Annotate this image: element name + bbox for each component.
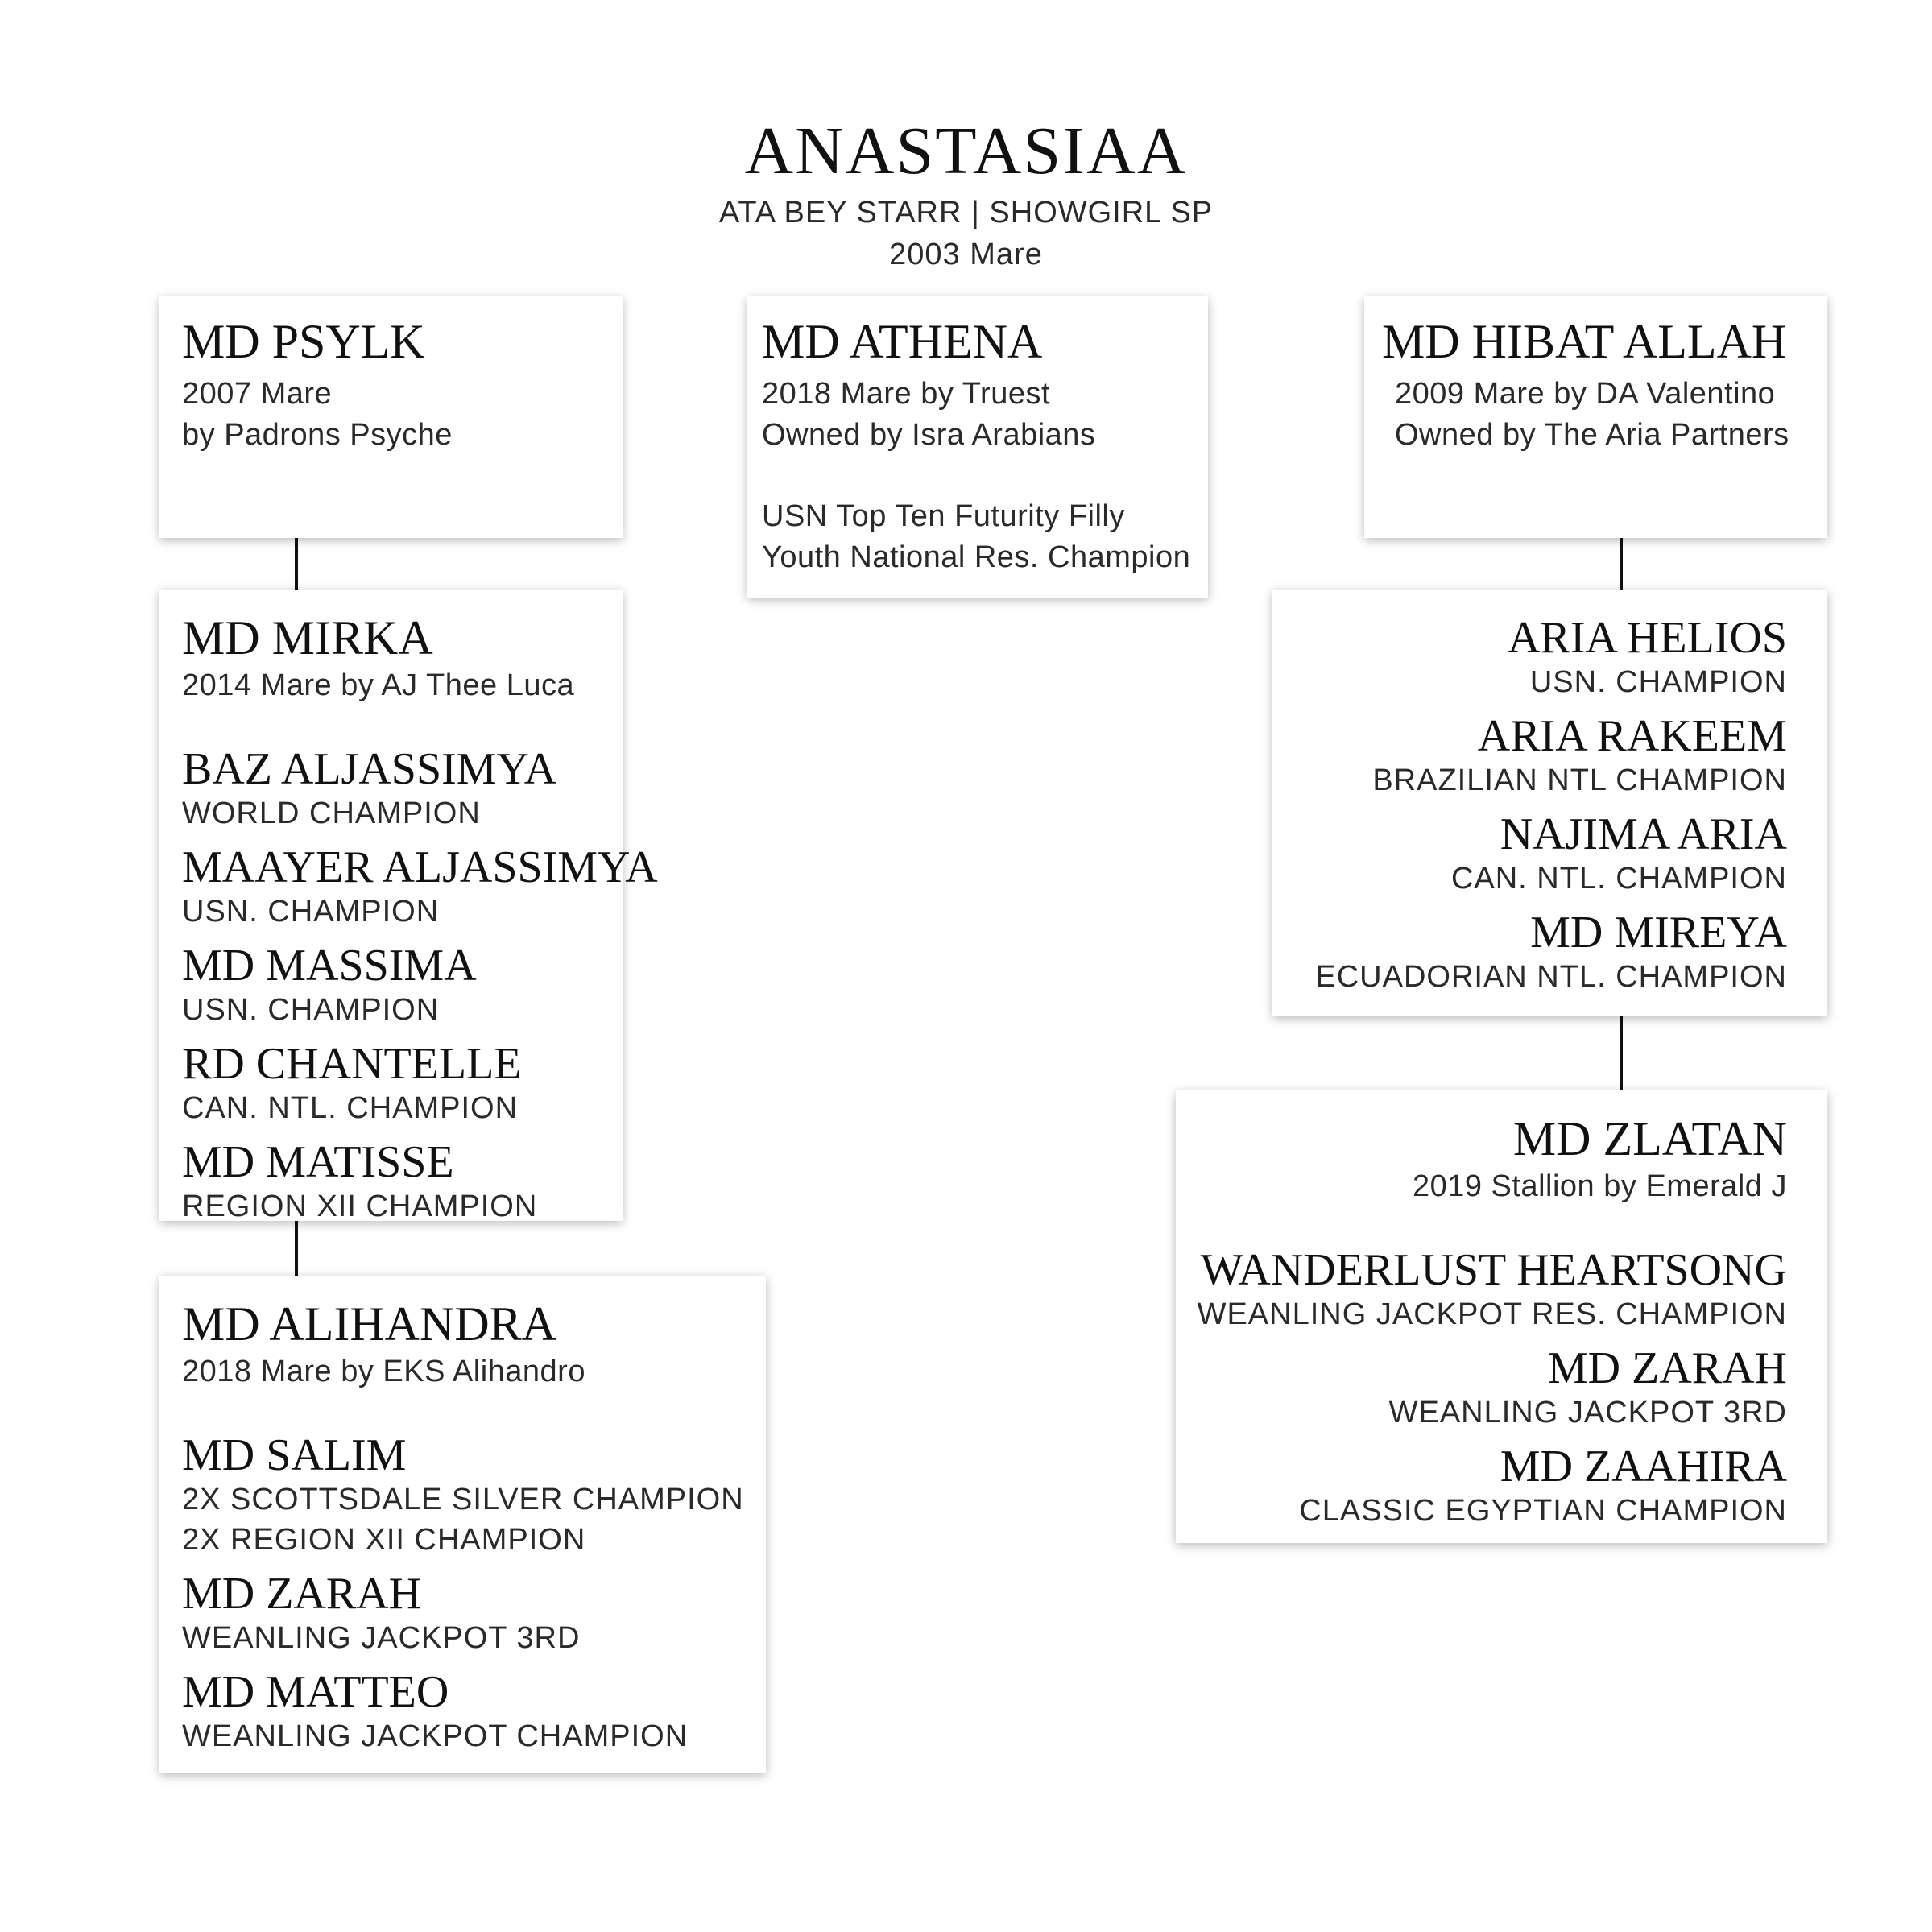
progeny-name: ARIA HELIOS <box>1508 613 1787 663</box>
progeny-award: ECUADORIAN NTL. CHAMPION <box>1315 960 1787 994</box>
pedigree-header <box>0 111 1932 275</box>
horse-name-title: ANASTASIAA <box>744 114 1188 188</box>
card-line: 2007 Mare <box>182 377 333 411</box>
spacer <box>182 706 623 743</box>
card-name: MD MIRKA <box>182 611 433 664</box>
progeny-entry <box>1176 1244 1787 1333</box>
progeny-entry <box>182 743 623 832</box>
connector-mirka-alihandra <box>295 1221 298 1276</box>
progeny-entry <box>182 1136 623 1225</box>
progeny-name: RD CHANTELLE <box>182 1039 522 1089</box>
progeny-award: WEANLING JACKPOT 3RD <box>182 1621 581 1655</box>
progeny-award: 2X SCOTTSDALE SILVER CHAMPION <box>182 1483 744 1516</box>
card-md-mirka <box>159 590 658 1223</box>
card-name: MD HIBAT ALLAH <box>1382 315 1787 368</box>
connector-psylk-mirka <box>295 538 298 590</box>
horse-info-line: 2003 Mare <box>889 238 1043 271</box>
progeny-name: MD ZAAHIRA <box>1500 1442 1787 1491</box>
progeny-name: BAZ ALJASSIMYA <box>182 744 557 794</box>
card-line: 2018 Mare by EKS Alihandro <box>182 1355 585 1388</box>
card-md-hibat-allah <box>1364 296 1827 538</box>
progeny-award: WEANLING JACKPOT 3RD <box>1388 1396 1787 1429</box>
progeny-name: MD MATISSE <box>182 1137 454 1187</box>
award-line: USN Top Ten Futurity Filly <box>762 499 1125 533</box>
spacer <box>1176 1207 1787 1244</box>
card-name: MD PSYLK <box>182 315 425 368</box>
progeny-award: USN. CHAMPION <box>182 895 440 929</box>
progeny-award: REGION XII CHAMPION <box>182 1189 538 1223</box>
progeny-name: NAJIMA ARIA <box>1500 809 1787 859</box>
card-line: 2009 Mare by DA Valentino <box>1395 377 1776 411</box>
card-line: 2014 Mare by AJ Thee Luca <box>182 668 575 702</box>
card-line: Owned by The Aria Partners <box>1395 418 1789 452</box>
progeny-entry <box>182 1429 766 1558</box>
card-line: 2018 Mare by Truest <box>762 377 1051 411</box>
progeny-name: MD SALIM <box>182 1430 407 1480</box>
progeny-name: MD MASSIMA <box>182 941 477 991</box>
progeny-award: USN. CHAMPION <box>182 993 440 1027</box>
award-line: Youth National Res. Champion <box>762 540 1191 574</box>
card-name: MD ATHENA <box>762 315 1043 368</box>
progeny-name: MD ZARAH <box>182 1569 422 1619</box>
progeny-award: CAN. NTL. CHAMPION <box>182 1091 519 1125</box>
card-name: MD ALIHANDRA <box>182 1297 556 1351</box>
progeny-award: CAN. NTL. CHAMPION <box>1450 862 1787 896</box>
progeny-award: WORLD CHAMPION <box>182 796 481 830</box>
progeny-name: MAAYER ALJASSIMYA <box>182 842 658 892</box>
card-line: 2019 Stallion by Emerald J <box>1412 1169 1787 1203</box>
progeny-name: ARIA RAKEEM <box>1477 711 1787 761</box>
card-aria-progeny <box>1272 590 1827 1016</box>
card-line: by Padrons Psyche <box>182 418 453 452</box>
progeny-entry <box>1176 1441 1787 1529</box>
connector-aria-zlatan <box>1620 1016 1623 1090</box>
progeny-award: 2X REGION XII CHAMPION <box>182 1523 586 1557</box>
spacer <box>182 1392 766 1429</box>
progeny-name: WANDERLUST HEARTSONG <box>1200 1245 1787 1295</box>
progeny-award: WEANLING JACKPOT CHAMPION <box>182 1719 689 1753</box>
progeny-entry <box>1176 1342 1787 1431</box>
progeny-name: MD MATTEO <box>182 1667 449 1717</box>
progeny-entry <box>182 940 623 1028</box>
card-md-psylk <box>159 296 623 538</box>
progeny-award: BRAZILIAN NTL CHAMPION <box>1372 763 1787 797</box>
parentage-line: ATA BEY STARR | SHOWGIRL SP <box>718 196 1214 230</box>
progeny-entry <box>1272 710 1787 799</box>
progeny-entry <box>1272 809 1787 897</box>
progeny-entry <box>1272 612 1787 701</box>
progeny-entry <box>1272 907 1787 995</box>
connector-hibat-aria <box>1620 538 1623 590</box>
progeny-entry <box>182 1038 623 1127</box>
progeny-name: MD MIREYA <box>1530 908 1787 958</box>
progeny-award: CLASSIC EGYPTIAN CHAMPION <box>1299 1494 1787 1528</box>
card-md-athena <box>747 296 1208 598</box>
progeny-award: WEANLING JACKPOT RES. CHAMPION <box>1197 1297 1787 1331</box>
progeny-name: MD ZARAH <box>1547 1343 1787 1393</box>
progeny-award: USN. CHAMPION <box>1529 665 1787 699</box>
card-md-alihandra <box>159 1276 766 1773</box>
progeny-entry <box>182 1666 766 1755</box>
progeny-entry <box>182 1568 766 1657</box>
spacer <box>762 456 1208 496</box>
card-name: MD ZLATAN <box>1512 1112 1787 1165</box>
card-line: Owned by Isra Arabians <box>762 418 1096 452</box>
card-md-zlatan <box>1176 1090 1827 1543</box>
progeny-entry <box>182 842 658 930</box>
